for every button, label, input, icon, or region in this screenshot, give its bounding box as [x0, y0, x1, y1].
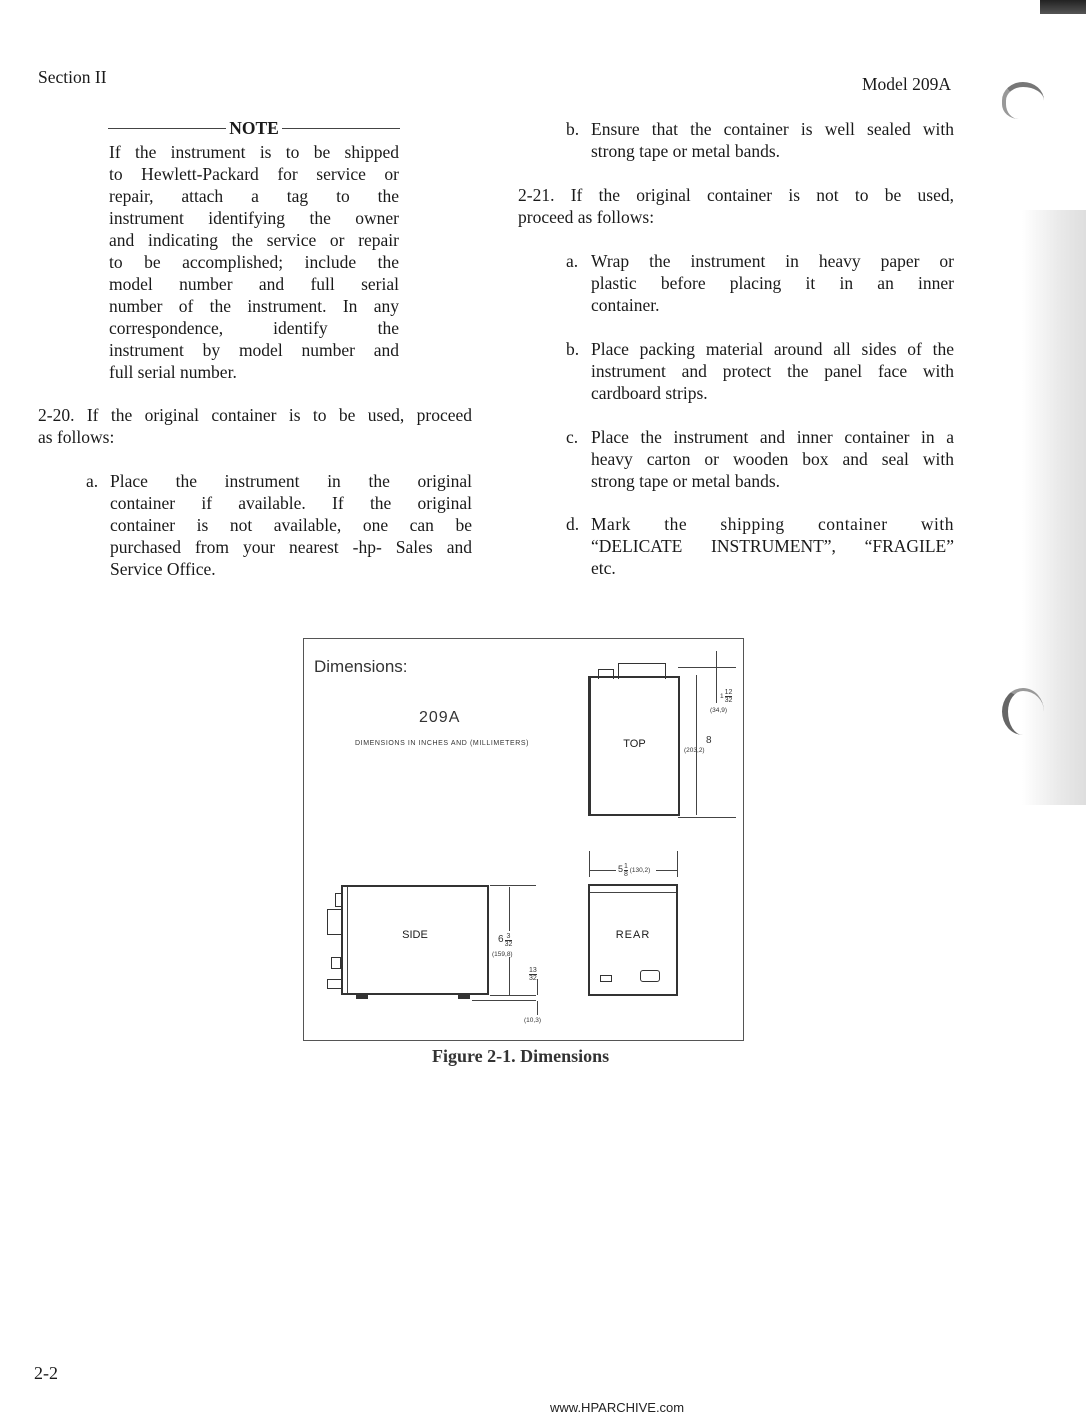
step-2-20-a [110, 470, 472, 580]
dim-foot-mm: (10,3) [524, 1017, 541, 1024]
dim-depth-mm: (203,2) [684, 747, 705, 754]
binder-hole-top [1002, 82, 1044, 119]
step-line: container is not available, one can be [110, 515, 472, 535]
step-line: heavy carton or wooden box and seal with [591, 449, 954, 469]
paragraph-line: 2-21. If the original container is not to be used, [518, 185, 954, 205]
step-label: a. [86, 471, 99, 491]
paragraph-line: 2-20. If the original container is to be used, proceed [38, 405, 472, 425]
step-line: etc. [591, 558, 616, 578]
paragraph-2-21 [518, 184, 954, 228]
step-label: c. [566, 427, 579, 447]
dimension-line [537, 1001, 538, 1015]
side-foot [458, 994, 470, 999]
step-line: Ensure that the container is well sealed with [591, 119, 954, 139]
top-knob [598, 669, 614, 679]
note-line: to be accomplished; include the [109, 252, 399, 272]
step-label: b. [566, 339, 580, 359]
dimension-line [678, 817, 736, 818]
dimension-line [590, 870, 616, 871]
dimension-line [509, 957, 510, 995]
dim-width: 5 $\frac{1}{8}$ (130,2) [618, 863, 651, 878]
step-line: container if available. If the original [110, 493, 472, 513]
step-2-21-d [591, 513, 954, 579]
note-line: If the instrument is to be shipped [109, 142, 399, 162]
dimension-line [490, 885, 536, 886]
dim-depth: 8 [706, 735, 712, 746]
step-line: Mark the shipping container with [591, 514, 954, 534]
note-line: to Hewlett-Packard for service or [109, 164, 399, 184]
scan-edge-mark [1040, 0, 1086, 14]
paragraph-line: proceed as follows: [518, 207, 655, 227]
section-label: Section II [38, 67, 107, 87]
side-knob [335, 893, 343, 907]
step-line: strong tape or metal bands. [591, 471, 781, 491]
side-view-outline [341, 885, 489, 995]
dimension-line [696, 675, 697, 815]
note-heading-text: NOTE [229, 118, 279, 138]
dimension-line [472, 1000, 536, 1001]
step-line: plastic before placing it in an inner [591, 273, 954, 293]
step-2-21-c [591, 426, 954, 492]
dimension-line [509, 887, 510, 931]
paragraph-line: as follows: [38, 427, 115, 447]
note-line: number of the instrument. In any [109, 296, 399, 316]
dimension-line [656, 870, 677, 871]
step-label: d. [566, 514, 580, 534]
step-line: strong tape or metal bands. [591, 141, 781, 161]
note-line: repair, attach a tag to the [109, 186, 399, 206]
page-number: 2-2 [34, 1363, 58, 1383]
rear-fuse [600, 975, 612, 982]
dim-top-height-mm: (34,9) [710, 707, 727, 714]
step-right-b [591, 118, 954, 162]
step-line: Place packing material around all sides of the [591, 339, 954, 359]
top-view-label: TOP [623, 738, 646, 750]
step-line: instrument and protect the panel face with [591, 361, 954, 381]
figure-subtitle: DIMENSIONS IN INCHES AND (MILLIMETERS) [355, 740, 530, 747]
dimension-line [589, 851, 590, 877]
rear-power-socket [640, 970, 660, 982]
step-line: purchased from your nearest -hp- Sales and [110, 537, 472, 557]
side-terminal [327, 979, 343, 989]
note-line: and indicating the service or repair [109, 230, 399, 250]
side-terminal [331, 957, 341, 969]
top-connector [618, 663, 666, 679]
note-line: full serial number. [109, 362, 237, 382]
paragraph-2-20 [38, 404, 472, 448]
dimension-line [537, 979, 538, 995]
note-line: model number and full serial [109, 274, 399, 294]
top-view-outline [588, 676, 680, 816]
step-line: Wrap the instrument in heavy paper or [591, 251, 954, 271]
side-view-label: SIDE [402, 929, 428, 941]
figure-caption: Figure 2-1. Dimensions [432, 1046, 610, 1066]
dim-top-height: 1 $\frac{12}{32}$ [720, 689, 733, 704]
side-knob [327, 909, 343, 935]
dim-foot: $\frac{13}{32}$ [529, 967, 537, 982]
note-line: instrument by model number and [109, 340, 399, 360]
dim-height: 6 $\frac{3}{32}$ [498, 933, 513, 948]
model-label: Model 209A [862, 74, 951, 94]
dim-height-mm: (159,8) [492, 951, 513, 958]
binder-hole-middle [1002, 688, 1044, 735]
side-foot [356, 994, 368, 999]
note-heading [108, 117, 400, 139]
note-line: instrument identifying the owner [109, 208, 399, 228]
dimension-line [678, 667, 736, 668]
step-line: “DELICATE INSTRUMENT”, “FRAGILE” [591, 536, 954, 556]
dimension-line [716, 651, 717, 703]
dimensions-figure [303, 638, 744, 1041]
step-line: cardboard strips. [591, 383, 708, 403]
step-2-21-a [591, 250, 954, 316]
step-line: container. [591, 295, 660, 315]
rear-view-label: REAR [615, 929, 651, 941]
figure-model: 209A [419, 709, 461, 726]
dimension-line [490, 995, 536, 996]
figure-title: Dimensions: [314, 657, 408, 676]
note-line: correspondence, identify the [109, 318, 399, 338]
footer-url: www.HPARCHIVE.com [550, 1400, 685, 1415]
step-2-21-b [591, 338, 954, 404]
step-line: Place the instrument and inner container in a [591, 427, 954, 447]
dimension-line [677, 851, 678, 877]
step-label: b. [566, 119, 580, 139]
note-body [109, 141, 399, 383]
step-line: Place the instrument in the original [110, 471, 472, 491]
step-line: Service Office. [110, 559, 216, 579]
rear-view-outline [588, 884, 678, 996]
step-label: a. [566, 251, 579, 271]
